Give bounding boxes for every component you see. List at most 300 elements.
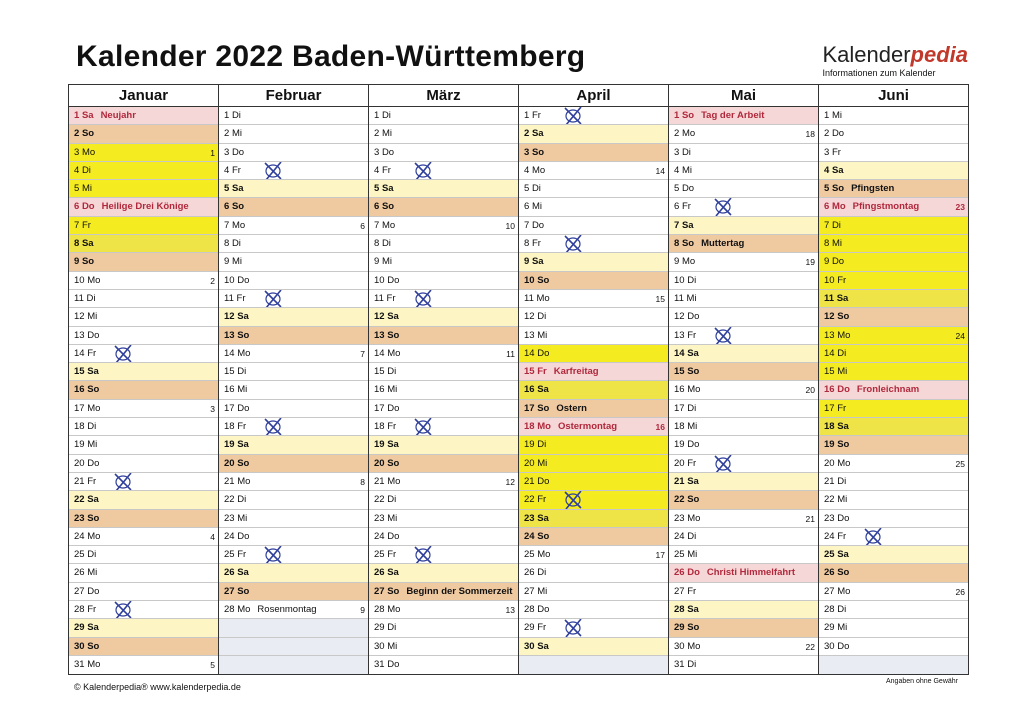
weekday: Di bbox=[681, 146, 691, 158]
day-number: 17 bbox=[524, 402, 535, 414]
day-row bbox=[819, 564, 968, 582]
weekday: So bbox=[531, 146, 545, 158]
weekday: Do bbox=[831, 128, 845, 140]
day-number: 25 bbox=[224, 549, 235, 561]
weekday: Mi bbox=[686, 292, 697, 304]
day-row bbox=[219, 198, 368, 216]
month-column bbox=[69, 85, 219, 674]
day-number: 26 bbox=[524, 567, 535, 579]
day-row bbox=[69, 418, 218, 436]
day-row bbox=[819, 418, 968, 436]
day-row bbox=[819, 180, 968, 198]
weekday: So bbox=[237, 585, 250, 597]
weekday: Do bbox=[87, 329, 100, 341]
day-row bbox=[519, 564, 668, 582]
day-row bbox=[69, 491, 218, 509]
weekday: So bbox=[387, 585, 400, 597]
day-row bbox=[69, 656, 218, 674]
day-row bbox=[669, 436, 818, 454]
cross-mark-icon bbox=[263, 162, 283, 180]
day-number: 17 bbox=[674, 402, 685, 414]
day-number: 8 bbox=[524, 238, 530, 250]
day-row bbox=[669, 564, 818, 582]
weekday: Mo bbox=[537, 421, 551, 433]
day-number: 23 bbox=[374, 512, 385, 524]
day-number: 21 bbox=[374, 475, 385, 487]
day-note: Ostermontag bbox=[557, 421, 618, 433]
day-row bbox=[219, 144, 368, 162]
day-number: 8 bbox=[674, 238, 680, 250]
day-row bbox=[69, 345, 218, 363]
day-number: 29 bbox=[74, 622, 85, 634]
day-number: 5 bbox=[524, 183, 530, 195]
day-row bbox=[69, 290, 218, 308]
day-number: 7 bbox=[524, 219, 530, 231]
day-row bbox=[669, 418, 818, 436]
weekday: Mo bbox=[87, 658, 101, 670]
weekday: Sa bbox=[387, 311, 399, 323]
day-note: Fronleichnam bbox=[856, 384, 920, 396]
weekday: Sa bbox=[237, 439, 249, 451]
day-number: 11 bbox=[224, 292, 234, 304]
day-note: Muttertag bbox=[701, 238, 745, 250]
day-number: 15 bbox=[374, 366, 385, 378]
day-number: 18 bbox=[74, 421, 85, 433]
weekday: Di bbox=[237, 494, 247, 506]
weekday: Do bbox=[237, 530, 250, 542]
day-row bbox=[219, 436, 368, 454]
day-row bbox=[219, 363, 368, 381]
day-row bbox=[519, 619, 668, 637]
week-number: 16 bbox=[655, 422, 665, 433]
day-row bbox=[819, 619, 968, 637]
day-number: 20 bbox=[674, 457, 685, 469]
weekday: So bbox=[537, 402, 550, 414]
month-header: Juni bbox=[819, 85, 968, 107]
day-row bbox=[519, 308, 668, 326]
day-number: 18 bbox=[524, 421, 535, 433]
weekday: Sa bbox=[531, 128, 544, 140]
weekday: Di bbox=[537, 311, 547, 323]
day-number: 27 bbox=[524, 585, 535, 597]
cross-mark-icon bbox=[413, 162, 433, 180]
day-note: Pfingsten bbox=[851, 183, 895, 195]
weekday: Fr bbox=[537, 622, 547, 634]
day-row bbox=[69, 436, 218, 454]
day-number: 20 bbox=[224, 457, 235, 469]
weekday: So bbox=[831, 183, 845, 195]
day-number: 1 bbox=[374, 110, 380, 121]
day-row bbox=[819, 510, 968, 528]
day-number: 14 bbox=[374, 347, 385, 359]
empty-cell bbox=[219, 619, 368, 637]
weekday: Do bbox=[387, 658, 400, 670]
day-number: 24 bbox=[524, 530, 535, 542]
day-number: 1 bbox=[224, 110, 230, 121]
day-row bbox=[369, 656, 518, 674]
day-row bbox=[669, 363, 818, 381]
day-number: 13 bbox=[824, 329, 835, 341]
day-number: 14 bbox=[74, 347, 85, 359]
day-number: 13 bbox=[74, 329, 85, 341]
day-number: 17 bbox=[74, 402, 85, 414]
day-number: 1 bbox=[74, 110, 80, 121]
day-number: 15 bbox=[674, 366, 685, 378]
day-row bbox=[69, 546, 218, 564]
calendar-grid bbox=[68, 84, 969, 675]
day-row bbox=[219, 491, 368, 509]
day-row bbox=[219, 564, 368, 582]
day-number: 28 bbox=[824, 604, 835, 616]
day-number: 30 bbox=[374, 640, 385, 652]
day-row bbox=[369, 107, 518, 125]
day-row bbox=[669, 638, 818, 656]
weekday: So bbox=[237, 457, 250, 469]
weekday: Do bbox=[237, 274, 250, 286]
weekday: Mo bbox=[237, 604, 251, 616]
day-number: 2 bbox=[224, 128, 230, 140]
weekday: Fr bbox=[837, 274, 847, 286]
day-row bbox=[519, 510, 668, 528]
weekday: So bbox=[387, 329, 400, 341]
weekday: Mi bbox=[381, 256, 392, 268]
day-number: 22 bbox=[824, 494, 835, 506]
weekday: Di bbox=[231, 238, 241, 250]
empty-cell bbox=[219, 656, 368, 674]
weekday: So bbox=[687, 494, 700, 506]
weekday: So bbox=[537, 530, 550, 542]
weekday: Mi bbox=[381, 128, 392, 140]
day-row bbox=[69, 198, 218, 216]
weekday: Di bbox=[87, 549, 97, 561]
cross-mark-icon bbox=[563, 619, 583, 637]
month-column bbox=[519, 85, 669, 674]
day-number: 22 bbox=[374, 494, 385, 506]
day-number: 15 bbox=[74, 366, 85, 378]
week-number: 5 bbox=[210, 659, 215, 670]
day-row bbox=[669, 198, 818, 216]
day-number: 4 bbox=[374, 164, 380, 176]
day-number: 9 bbox=[224, 256, 230, 268]
day-row bbox=[219, 455, 368, 473]
weekday: So bbox=[681, 110, 695, 121]
weekday: Mi bbox=[231, 256, 242, 268]
empty-cell bbox=[219, 638, 368, 656]
day-row bbox=[369, 162, 518, 180]
weekday: Di bbox=[837, 347, 847, 359]
day-row bbox=[369, 217, 518, 235]
weekday: Mi bbox=[537, 457, 548, 469]
weekday: Do bbox=[81, 201, 95, 213]
day-number: 24 bbox=[224, 530, 235, 542]
day-row bbox=[819, 546, 968, 564]
empty-cell bbox=[819, 656, 968, 674]
day-row bbox=[369, 327, 518, 345]
day-number: 12 bbox=[74, 311, 85, 323]
weekday: Fr bbox=[231, 164, 241, 176]
day-row bbox=[669, 327, 818, 345]
week-number: 22 bbox=[805, 641, 815, 652]
week-number: 2 bbox=[210, 275, 215, 286]
day-row bbox=[219, 253, 368, 271]
day-row bbox=[819, 455, 968, 473]
weekday: Sa bbox=[81, 110, 94, 121]
weekday: Di bbox=[387, 622, 397, 634]
day-number: 29 bbox=[674, 622, 685, 634]
day-number: 4 bbox=[674, 164, 680, 176]
day-row bbox=[69, 619, 218, 637]
day-row bbox=[69, 601, 218, 619]
day-row bbox=[519, 473, 668, 491]
weekday: Do bbox=[87, 585, 100, 597]
day-row bbox=[219, 345, 368, 363]
week-number: 20 bbox=[805, 385, 815, 396]
day-note: Pfingstmontag bbox=[852, 201, 920, 213]
day-number: 22 bbox=[74, 494, 85, 506]
day-row bbox=[669, 290, 818, 308]
week-number: 12 bbox=[505, 476, 515, 487]
day-number: 3 bbox=[224, 146, 230, 158]
day-row bbox=[369, 253, 518, 271]
week-number: 7 bbox=[360, 348, 365, 359]
weekday: Mo bbox=[81, 146, 96, 158]
day-row bbox=[219, 308, 368, 326]
weekday: Fr bbox=[837, 402, 847, 414]
weekday: Do bbox=[381, 146, 395, 158]
weekday: Sa bbox=[531, 256, 544, 268]
day-row bbox=[669, 619, 818, 637]
weekday: Fr bbox=[531, 238, 541, 250]
day-row bbox=[819, 290, 968, 308]
day-row bbox=[669, 546, 818, 564]
day-number: 9 bbox=[824, 256, 830, 268]
weekday: Fr bbox=[387, 549, 397, 561]
weekday: Mi bbox=[231, 128, 242, 140]
weekday: Di bbox=[687, 658, 697, 670]
day-row bbox=[369, 638, 518, 656]
weekday: Mo bbox=[681, 128, 696, 140]
weekday: Sa bbox=[836, 292, 849, 304]
week-number: 11 bbox=[506, 348, 515, 359]
weekday: Fr bbox=[236, 292, 246, 304]
day-note: Neujahr bbox=[100, 110, 136, 121]
day-row bbox=[369, 400, 518, 418]
week-number: 14 bbox=[655, 165, 665, 176]
day-number: 17 bbox=[824, 402, 835, 414]
day-row bbox=[519, 198, 668, 216]
day-number: 16 bbox=[824, 384, 835, 396]
weekday: Mi bbox=[237, 384, 248, 396]
weekday: So bbox=[837, 439, 850, 451]
day-row bbox=[819, 198, 968, 216]
day-number: 19 bbox=[824, 439, 835, 451]
day-number: 15 bbox=[524, 366, 535, 378]
day-row bbox=[519, 253, 668, 271]
weekday: Di bbox=[381, 110, 391, 121]
weekday: Mi bbox=[87, 311, 98, 323]
weekday: Di bbox=[86, 292, 96, 304]
day-number: 13 bbox=[224, 329, 235, 341]
day-number: 19 bbox=[224, 439, 235, 451]
weekday: So bbox=[81, 128, 95, 140]
day-number: 25 bbox=[824, 549, 835, 561]
weekday: So bbox=[87, 512, 100, 524]
weekday: Sa bbox=[687, 347, 699, 359]
day-row bbox=[369, 583, 518, 601]
day-number: 22 bbox=[524, 494, 535, 506]
day-row bbox=[369, 308, 518, 326]
day-number: 16 bbox=[374, 384, 385, 396]
day-row bbox=[819, 436, 968, 454]
day-row bbox=[69, 528, 218, 546]
day-note: Ostern bbox=[556, 402, 587, 414]
day-number: 17 bbox=[374, 402, 385, 414]
day-number: 14 bbox=[824, 347, 835, 359]
day-row bbox=[519, 180, 668, 198]
day-row bbox=[369, 125, 518, 143]
day-row bbox=[819, 327, 968, 345]
day-number: 12 bbox=[824, 311, 835, 323]
day-number: 6 bbox=[224, 201, 230, 213]
weekday: Mi bbox=[681, 164, 692, 176]
weekday: So bbox=[837, 567, 850, 579]
weekday: Di bbox=[387, 494, 397, 506]
day-number: 6 bbox=[824, 201, 830, 213]
day-number: 18 bbox=[374, 421, 385, 433]
weekday: Fr bbox=[537, 494, 547, 506]
month-column bbox=[219, 85, 369, 674]
weekday: Di bbox=[537, 439, 547, 451]
day-row bbox=[819, 107, 968, 125]
weekday: Do bbox=[687, 439, 700, 451]
day-row bbox=[219, 528, 368, 546]
day-number: 2 bbox=[674, 128, 680, 140]
day-number: 21 bbox=[74, 475, 85, 487]
day-row bbox=[369, 144, 518, 162]
day-row bbox=[669, 144, 818, 162]
day-row bbox=[69, 308, 218, 326]
day-row bbox=[669, 162, 818, 180]
weekday: Do bbox=[387, 274, 400, 286]
day-number: 30 bbox=[524, 640, 535, 652]
day-row bbox=[369, 345, 518, 363]
day-number: 30 bbox=[74, 640, 85, 652]
day-row bbox=[669, 583, 818, 601]
weekday: So bbox=[381, 201, 395, 213]
day-row bbox=[519, 235, 668, 253]
weekday: So bbox=[237, 329, 250, 341]
day-number: 3 bbox=[524, 146, 530, 158]
day-number: 10 bbox=[374, 274, 385, 286]
day-note: Karfreitag bbox=[553, 366, 599, 378]
day-number: 18 bbox=[674, 421, 685, 433]
weekday: Fr bbox=[831, 146, 841, 158]
weekday: Mi bbox=[687, 421, 698, 433]
month-header: Februar bbox=[219, 85, 368, 107]
day-number: 15 bbox=[224, 366, 235, 378]
day-number: 19 bbox=[524, 439, 535, 451]
day-row bbox=[669, 125, 818, 143]
day-row bbox=[519, 162, 668, 180]
day-number: 6 bbox=[374, 201, 380, 213]
day-number: 9 bbox=[374, 256, 380, 268]
weekday: Di bbox=[81, 164, 91, 176]
brand-tagline: Informationen zum Kalender bbox=[822, 68, 936, 78]
day-row bbox=[519, 436, 668, 454]
weekday: Do bbox=[687, 567, 700, 579]
weekday: Mo bbox=[687, 512, 701, 524]
day-row bbox=[219, 473, 368, 491]
weekday: Mo bbox=[536, 292, 550, 304]
day-row bbox=[519, 345, 668, 363]
month-header: Januar bbox=[69, 85, 218, 107]
weekday: Mo bbox=[381, 219, 396, 231]
week-number: 3 bbox=[210, 403, 215, 414]
day-number: 6 bbox=[674, 201, 680, 213]
week-number: 23 bbox=[955, 202, 965, 213]
cross-mark-icon bbox=[563, 491, 583, 509]
day-number: 28 bbox=[374, 604, 385, 616]
weekday: Mo bbox=[687, 640, 701, 652]
day-number: 1 bbox=[824, 110, 830, 121]
day-number: 9 bbox=[674, 256, 680, 268]
day-row bbox=[69, 473, 218, 491]
weekday: So bbox=[387, 457, 400, 469]
day-row bbox=[819, 528, 968, 546]
day-row bbox=[669, 510, 818, 528]
day-row bbox=[219, 272, 368, 290]
weekday: Sa bbox=[687, 604, 699, 616]
day-note: Christi Himmelfahrt bbox=[706, 567, 796, 579]
weekday: Mo bbox=[237, 475, 251, 487]
day-number: 7 bbox=[674, 219, 680, 231]
day-row bbox=[369, 528, 518, 546]
week-number: 15 bbox=[655, 293, 665, 304]
weekday: Di bbox=[831, 219, 841, 231]
weekday: Mo bbox=[387, 347, 401, 359]
weekday: Sa bbox=[231, 183, 244, 195]
cross-mark-icon bbox=[113, 473, 133, 491]
day-number: 8 bbox=[224, 238, 230, 250]
day-row bbox=[369, 436, 518, 454]
day-number: 9 bbox=[74, 256, 80, 268]
weekday: Di bbox=[531, 183, 541, 195]
day-number: 26 bbox=[824, 567, 835, 579]
day-row bbox=[819, 253, 968, 271]
weekday: Mi bbox=[837, 366, 848, 378]
day-number: 4 bbox=[74, 164, 80, 176]
weekday: Fr bbox=[237, 421, 247, 433]
day-number: 2 bbox=[374, 128, 380, 140]
day-number: 5 bbox=[74, 183, 80, 195]
day-number: 9 bbox=[524, 256, 530, 268]
day-number: 27 bbox=[674, 585, 685, 597]
day-number: 12 bbox=[674, 311, 685, 323]
weekday: Di bbox=[687, 402, 697, 414]
day-row bbox=[69, 217, 218, 235]
day-row bbox=[669, 656, 818, 674]
weekday: Di bbox=[687, 274, 697, 286]
weekday: Mo bbox=[681, 256, 696, 268]
day-number: 29 bbox=[524, 622, 535, 634]
day-number: 28 bbox=[74, 604, 85, 616]
day-row bbox=[219, 400, 368, 418]
day-row bbox=[669, 308, 818, 326]
weekday: Do bbox=[87, 457, 100, 469]
day-row bbox=[219, 235, 368, 253]
weekday: Do bbox=[387, 402, 400, 414]
day-number: 30 bbox=[824, 640, 835, 652]
